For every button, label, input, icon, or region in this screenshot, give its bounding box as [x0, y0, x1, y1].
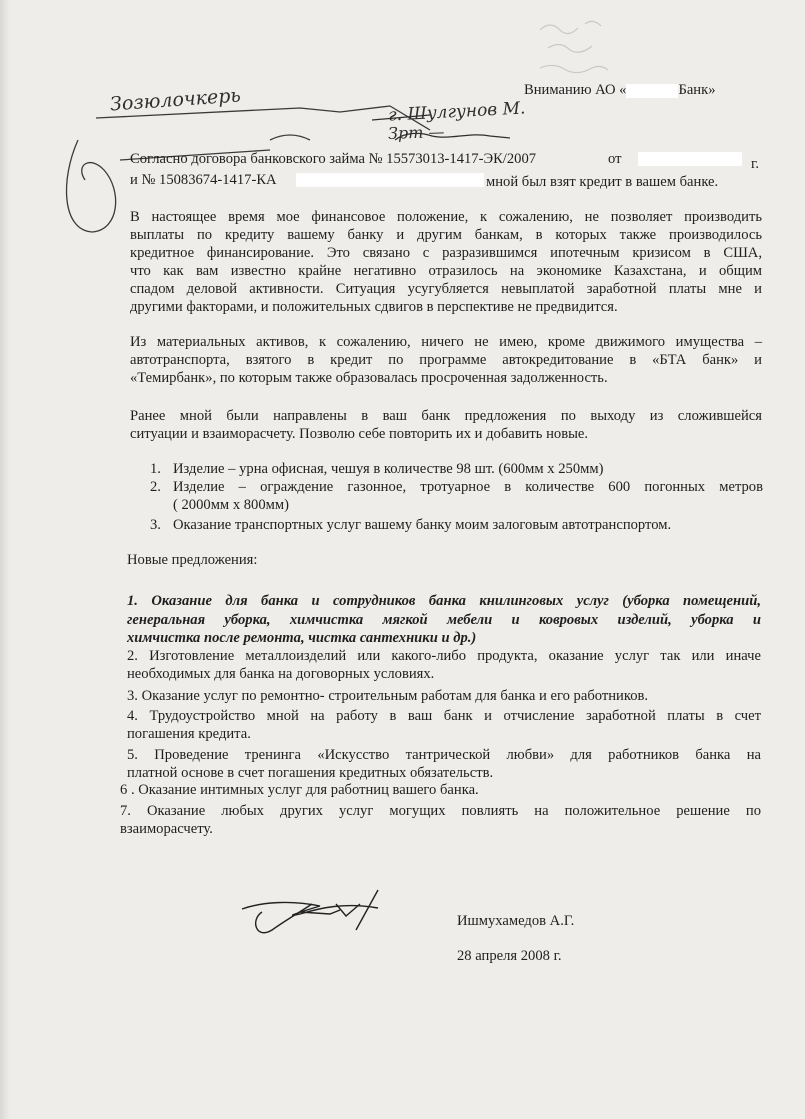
- para2-line: Из материальных активов, к сожалению, ничего не имею, кроме движимого имущества –: [130, 334, 762, 350]
- handwritten-note-left: Зозюлочкерь: [109, 84, 242, 116]
- redaction-bank-name: [626, 84, 678, 98]
- para1-line: что как вам известно крайне негативно отразилось на экономике Казахстана, и общим: [130, 263, 762, 279]
- new-item-line: 3. Оказание услуг по ремонтно- строительным работам для банка и его работников.: [127, 688, 649, 704]
- opening-line-1: Согласно договора банковского займа № 15573013-1417-ЭК/2007: [130, 151, 537, 167]
- list-item: ( 2000мм х 800мм): [173, 497, 289, 513]
- para1-line: другими факторами, и положительных сдвигов в перспективе не предвидится.: [130, 299, 618, 315]
- opening-line-2-end: мной был взят кредит в вашем банке.: [486, 174, 719, 190]
- para1-line: выплаты по кредиту вашему банку и другим банкам, в которых также производилось: [130, 227, 762, 243]
- addressee: [524, 82, 716, 99]
- new-item-line: 7. Оказание любых других услуг могущих повлиять на положительное решение по: [120, 803, 761, 819]
- list-item-number: 2.: [150, 479, 161, 495]
- new-item-line: 6 . Оказание интимных услуг для работниц вашего банка.: [120, 782, 479, 798]
- new-item-line: генеральная уборка, химчистка мягкой мебели и ковровых изделий, уборка и: [127, 612, 761, 628]
- faint-resolution-scribble: [540, 21, 608, 72]
- list-item-number: 3.: [150, 517, 161, 533]
- addressee-suffix: Банк»: [678, 82, 716, 98]
- new-item-line: 1. Оказание для банка и сотрудников банка книлинговых услуг (уборка помещений,: [127, 593, 761, 609]
- new-item-line: 4. Трудоустройство мной на работу в ваш банк и отчисление заработной платы в счет: [127, 708, 761, 724]
- list-item-number: 1.: [150, 461, 161, 477]
- opening-line-2: и № 15083674-1417-КА: [130, 172, 277, 188]
- signature-date: 28 апреля 2008 г.: [457, 948, 562, 964]
- new-item-line: платной основе в счет погашения кредитных обязательств.: [127, 765, 494, 781]
- handwritten-note-center: г. Шулгунов М.: [387, 98, 526, 126]
- scan-shadow: [0, 0, 10, 1119]
- new-proposals-heading: Новые предложения:: [127, 552, 258, 568]
- new-item-line: 2. Изготовление металлоизделий или какого-либо продукта, оказание услуг так или иначе: [127, 648, 761, 664]
- new-item-line: погашения кредита.: [127, 726, 251, 742]
- redaction-contract: [296, 173, 484, 187]
- addressee-prefix: Вниманию АО «: [524, 82, 627, 98]
- opening-line-1-g: г.: [751, 156, 759, 172]
- handwritten-note-center-2: Зрт —: [387, 122, 445, 143]
- para1-line: В настоящее время мое финансовое положение, к сожалению, не позволяет производить: [130, 209, 762, 225]
- para2-line: автотранспорта, взятого в кредит по программе автокредитование в «БТА банк» и: [130, 352, 762, 368]
- para1-line: спадом деловой активности. Ситуация усугубляется невыплатой заработной платы мне и: [130, 281, 762, 297]
- para3-line: Ранее мной были направлены в ваш банк предложения по выходу из сложившейся: [130, 408, 762, 424]
- para2-line: «Темирбанк», по которым также образовалась просроченная задолженность.: [130, 370, 608, 386]
- opening-line-1-ot: от: [608, 151, 622, 167]
- signatory-name: Ишмухамедов А.Г.: [457, 913, 575, 929]
- new-item-line: химчистка после ремонта, чистка сантехники и др.): [127, 630, 477, 646]
- para3-line: ситуации и взаиморасчету. Позволю себе повторить их и добавить новые.: [130, 426, 589, 442]
- signature-scribble: [242, 890, 378, 933]
- redaction-date: [638, 152, 742, 166]
- list-item: Оказание транспортных услуг вашему банку моим залоговым автотранспортом.: [173, 517, 672, 533]
- new-item-line: взаиморасчету.: [120, 821, 213, 837]
- para1-line: кредитное финансирование. Это связано с разразившимся ипотечным кризисом в США,: [130, 245, 762, 261]
- list-item: Изделие – урна офисная, чешуя в количестве 98 шт. (600мм х 250мм): [173, 461, 604, 477]
- new-item-line: необходимых для банка на договорных условиях.: [127, 666, 435, 682]
- list-item: Изделие – ограждение газонное, тротуарное в количестве 600 погонных метров: [173, 479, 763, 495]
- new-item-line: 5. Проведение тренинга «Искусство тантрической любви» для работников банка на: [127, 747, 761, 763]
